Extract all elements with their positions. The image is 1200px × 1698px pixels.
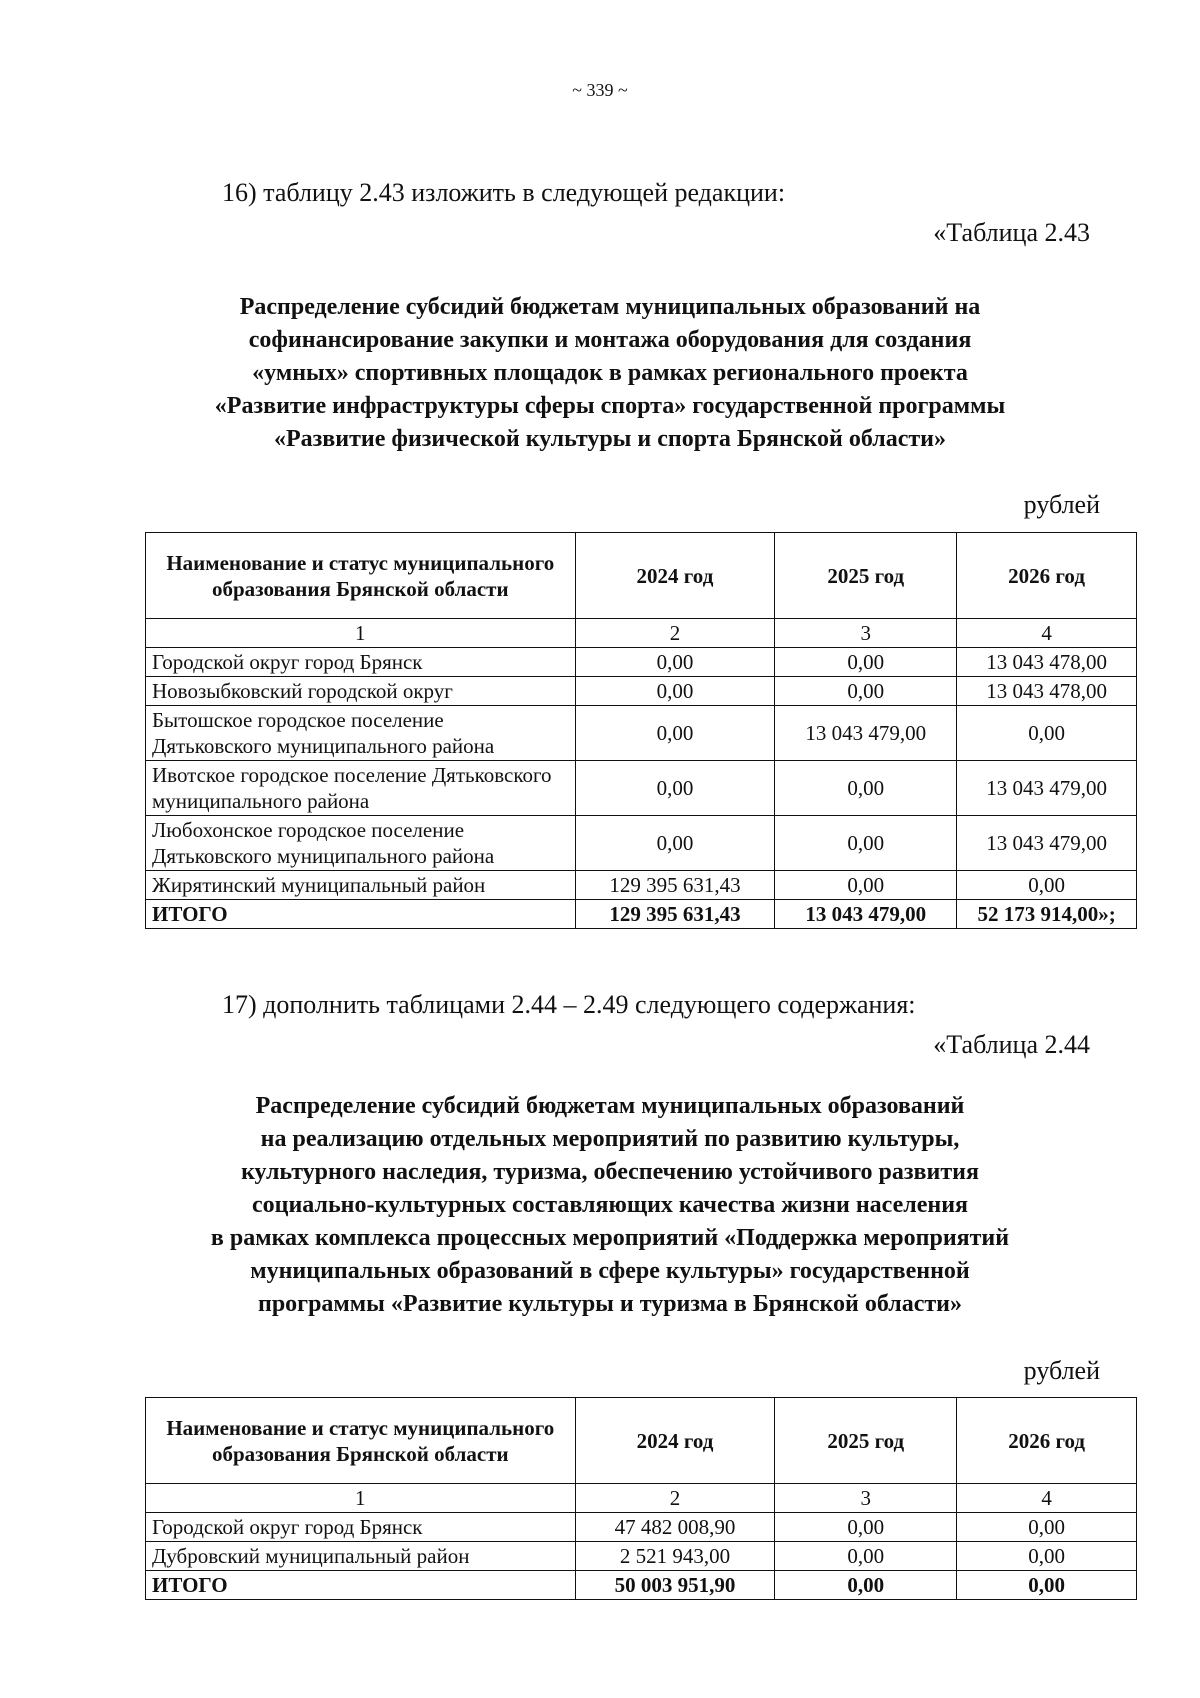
table-row bbox=[146, 648, 1137, 677]
value-2025: 0,00 bbox=[775, 1542, 957, 1571]
total-label: ИТОГО bbox=[146, 1571, 576, 1600]
header-2024: 2024 год bbox=[575, 533, 775, 619]
index-cell: 2 bbox=[575, 619, 775, 648]
row-name: Ивотское городское поселение Дятьковского муниципального района bbox=[146, 761, 576, 816]
index-cell: 1 bbox=[146, 619, 576, 648]
index-cell: 3 bbox=[775, 619, 957, 648]
header-name: Наименование и статус муниципального образования Брянской области bbox=[146, 533, 576, 619]
total-2024: 129 395 631,43 bbox=[575, 900, 775, 929]
value-2025: 0,00 bbox=[775, 1513, 957, 1542]
value-2024: 47 482 008,90 bbox=[575, 1513, 775, 1542]
header-2026: 2026 год bbox=[957, 1398, 1137, 1484]
heading-line: на реализацию отдельных мероприятий по развитию культуры, bbox=[260, 1126, 960, 1152]
value-2024: 0,00 bbox=[575, 706, 775, 761]
total-2026: 0,00 bbox=[957, 1571, 1137, 1600]
heading-line: муниципальных образований в сфере культуры» государственной bbox=[250, 1258, 970, 1284]
total-2025: 0,00 bbox=[775, 1571, 957, 1600]
index-cell: 2 bbox=[575, 1484, 775, 1513]
row-name: Любохонское городское поселение Дятьковского муниципального района bbox=[146, 816, 576, 871]
heading-line: «Развитие физической культуры и спорта Брянской области» bbox=[273, 426, 946, 452]
total-2024: 50 003 951,90 bbox=[575, 1571, 775, 1600]
heading-line: социально-культурных составляющих качества жизни населения bbox=[251, 1192, 969, 1218]
value-2024: 0,00 bbox=[575, 816, 775, 871]
table-2-44-label: «Таблица 2.44 bbox=[933, 1030, 1090, 1059]
table-row bbox=[146, 1513, 1137, 1542]
table-row bbox=[146, 871, 1137, 900]
value-2024: 0,00 bbox=[575, 761, 775, 816]
value-2024: 2 521 943,00 bbox=[575, 1542, 775, 1571]
heading-line: «Развитие инфраструктуры сферы спорта» государственной программы bbox=[214, 393, 1006, 419]
heading-line: Распределение субсидий бюджетам муниципальных образований на bbox=[239, 294, 981, 320]
heading-line: в рамках комплекса процессных мероприятий «Поддержка мероприятий bbox=[210, 1225, 1010, 1251]
value-2025: 0,00 bbox=[775, 761, 957, 816]
table-2-44-heading bbox=[130, 1090, 1090, 1321]
page-number: ~ 339 ~ bbox=[572, 80, 628, 100]
row-name: Городской округ город Брянск bbox=[146, 1513, 576, 1542]
index-cell: 4 bbox=[957, 1484, 1137, 1513]
header-2024: 2024 год bbox=[575, 1398, 775, 1484]
total-row bbox=[146, 900, 1137, 929]
total-2025: 13 043 479,00 bbox=[775, 900, 957, 929]
table-row bbox=[146, 816, 1137, 871]
header-name: Наименование и статус муниципального образования Брянской области bbox=[146, 1398, 576, 1484]
heading-line: культурного наследия, туризма, обеспечению устойчивого развития bbox=[241, 1159, 979, 1185]
unit-label: рублей bbox=[1023, 1356, 1100, 1385]
value-2026: 13 043 479,00 bbox=[957, 761, 1137, 816]
row-name: Бытошское городское поселение Дятьковского муниципального района bbox=[146, 706, 576, 761]
index-cell: 1 bbox=[146, 1484, 576, 1513]
row-name: Дубровский муниципальный район bbox=[146, 1542, 576, 1571]
table-2-43-heading bbox=[130, 291, 1090, 456]
value-2026: 13 043 478,00 bbox=[957, 648, 1137, 677]
total-row bbox=[146, 1571, 1137, 1600]
table-row bbox=[146, 706, 1137, 761]
heading-line: софинансирование закупки и монтажа оборудования для создания bbox=[248, 327, 972, 353]
value-2026: 13 043 478,00 bbox=[957, 677, 1137, 706]
table-row bbox=[146, 677, 1137, 706]
table-row bbox=[146, 761, 1137, 816]
value-2026: 0,00 bbox=[957, 1542, 1137, 1571]
row-name: Новозыбковский городской округ bbox=[146, 677, 576, 706]
value-2024: 0,00 bbox=[575, 677, 775, 706]
table-row bbox=[146, 1542, 1137, 1571]
total-label: ИТОГО bbox=[146, 900, 576, 929]
value-2025: 0,00 bbox=[775, 816, 957, 871]
row-name: Жирятинский муниципальный район bbox=[146, 871, 576, 900]
index-cell: 4 bbox=[957, 619, 1137, 648]
header-2025: 2025 год bbox=[775, 533, 957, 619]
table-2-44 bbox=[145, 1397, 1137, 1600]
unit-label: рублей bbox=[1023, 490, 1100, 519]
value-2025: 13 043 479,00 bbox=[775, 706, 957, 761]
item-17-text: 17) дополнить таблицами 2.44 – 2.49 следующего содержания: bbox=[222, 990, 916, 1019]
value-2026: 0,00 bbox=[957, 706, 1137, 761]
total-2026: 52 173 914,00»; bbox=[957, 900, 1137, 929]
header-row bbox=[146, 533, 1137, 619]
value-2025: 0,00 bbox=[775, 871, 957, 900]
index-row bbox=[146, 619, 1137, 648]
value-2025: 0,00 bbox=[775, 677, 957, 706]
table-2-43 bbox=[145, 532, 1137, 929]
index-row bbox=[146, 1484, 1137, 1513]
value-2025: 0,00 bbox=[775, 648, 957, 677]
value-2024: 0,00 bbox=[575, 648, 775, 677]
table-2-43-label: «Таблица 2.43 bbox=[933, 218, 1090, 247]
value-2026: 0,00 bbox=[957, 871, 1137, 900]
value-2024: 129 395 631,43 bbox=[575, 871, 775, 900]
header-2026: 2026 год bbox=[957, 533, 1137, 619]
header-2025: 2025 год bbox=[775, 1398, 957, 1484]
index-cell: 3 bbox=[775, 1484, 957, 1513]
value-2026: 0,00 bbox=[957, 1513, 1137, 1542]
value-2026: 13 043 479,00 bbox=[957, 816, 1137, 871]
header-row bbox=[146, 1398, 1137, 1484]
heading-line: программы «Развитие культуры и туризма в Брянской области» bbox=[258, 1291, 962, 1317]
item-16-text: 16) таблицу 2.43 изложить в следующей редакции: bbox=[222, 178, 786, 207]
heading-line: «умных» спортивных площадок в рамках регионального проекта bbox=[252, 360, 968, 386]
row-name: Городской округ город Брянск bbox=[146, 648, 576, 677]
heading-line: Распределение субсидий бюджетам муниципальных образований bbox=[255, 1093, 965, 1119]
